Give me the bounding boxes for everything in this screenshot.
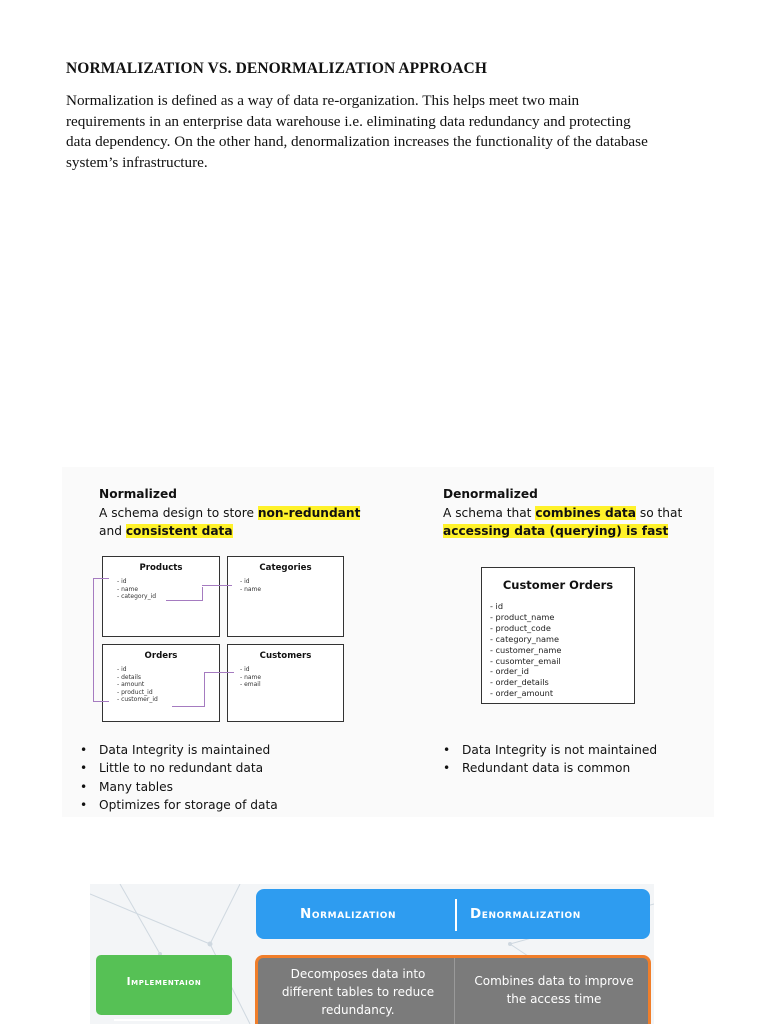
- table-field: - name: [117, 585, 139, 593]
- normalized-vs-denormalized-figure: [62, 467, 714, 817]
- table-field: - id: [240, 666, 250, 673]
- paragraph-line: data dependency. On the other hand, denormalization increases the functionality of the database: [66, 133, 648, 151]
- normalized-bullet-list: [80, 741, 278, 815]
- highlight-combines-data: combines data: [535, 506, 636, 520]
- table-field: - amount: [117, 681, 145, 688]
- bullet-item: • Little to no redundant data: [80, 759, 278, 777]
- denormalized-bullet-list: [443, 741, 657, 778]
- table-field: - cusomter_email: [490, 655, 561, 666]
- highlight-consistent-data: consistent data: [125, 524, 233, 538]
- customer-orders-table-name: Customer Orders: [502, 578, 614, 592]
- customers-fields: [240, 666, 261, 689]
- categories-table-name: Categories: [259, 563, 312, 573]
- table-field: - name: [240, 585, 262, 593]
- table-field: - product_code: [490, 622, 551, 633]
- header-divider: [455, 899, 457, 931]
- normalized-desc-text: and: [99, 524, 126, 538]
- categories-table: [227, 556, 344, 637]
- comparison-table-figure: [90, 884, 654, 1024]
- bullet-item: • Data Integrity is not maintained: [443, 741, 657, 759]
- table-field: - email: [240, 681, 261, 688]
- normalized-desc-text: A schema design to store: [99, 506, 258, 520]
- table-field: - category_id: [117, 593, 157, 600]
- row-label-box: [96, 955, 232, 1015]
- table-field: - product_id: [117, 688, 153, 696]
- bullet-item: • Many tables: [80, 778, 278, 796]
- customer-orders-fields: [490, 601, 561, 699]
- table-field: - product_name: [490, 611, 555, 622]
- categories-fields: [240, 578, 261, 593]
- category-link-connector: [166, 600, 202, 601]
- header-bar: [256, 889, 650, 939]
- bullet-item: • Optimizes for storage of data: [80, 796, 278, 814]
- table-field: - id: [117, 578, 127, 585]
- orders-fields: [117, 666, 158, 704]
- highlight-non-redundant: non-redundant: [257, 506, 361, 520]
- table-field: - id: [490, 601, 504, 611]
- table-field: - order_amount: [490, 688, 554, 699]
- table-field: - order_id: [490, 666, 529, 677]
- denormalized-desc-text: A schema that: [443, 506, 536, 520]
- table-field: - id: [117, 666, 127, 673]
- normalized-title: Normalized: [99, 487, 177, 501]
- paragraph-line: Normalization is defined as a way of data re-organization. This helps meet two main: [66, 92, 580, 109]
- intro-paragraph: [66, 91, 706, 173]
- table-field: - customer_id: [117, 696, 158, 703]
- document-heading: NORMALIZATION VS. DENORMALIZATION APPROACH: [66, 60, 488, 77]
- bullet-item: • Redundant data is common: [443, 759, 657, 777]
- row-divider: [454, 958, 455, 1024]
- cell-denormalization-implementation: Combines data to improve the access time: [474, 974, 634, 1006]
- products-fields: [117, 578, 156, 601]
- table-field: - name: [240, 673, 262, 681]
- row-label-implementation: Implementaion: [126, 976, 202, 988]
- category-link-connector: [166, 587, 203, 601]
- customer-link-connector: [172, 672, 205, 707]
- denormalized-title: Denormalized: [443, 487, 538, 501]
- customer-link-connector: [204, 672, 234, 673]
- bullet-item: • Data Integrity is maintained: [80, 741, 278, 759]
- paragraph-line: system’s infrastructure.: [66, 153, 208, 171]
- table-field: - order_details: [490, 677, 549, 688]
- orders-table-name: Orders: [144, 651, 178, 661]
- table-field: - details: [117, 673, 142, 681]
- customers-table: [227, 644, 344, 722]
- paragraph-line: requirements in an enterprise data warehouse i.e. eliminating data redundancy and protecting: [66, 112, 631, 130]
- cell-normalization-implementation: Decomposes data into different tables to reduce redundancy.: [281, 967, 435, 1017]
- products-table-name: Products: [139, 563, 183, 573]
- customers-table-name: Customers: [259, 651, 312, 661]
- denormalized-description: [443, 504, 682, 540]
- category-link-connector: [202, 585, 232, 586]
- header-denormalization: Denormalization: [470, 906, 581, 922]
- normalized-description: [99, 504, 360, 540]
- customer-orders-table: [481, 567, 635, 704]
- highlight-accessing-data: accessing data (querying) is fast: [443, 524, 669, 538]
- product-link-connector: [93, 578, 109, 702]
- header-normalization: Normalization: [300, 906, 397, 922]
- row-label-underline: [114, 1019, 220, 1021]
- table-field: - id: [240, 578, 250, 585]
- denormalized-desc-text: so that: [635, 506, 683, 520]
- table-field: - category_name: [490, 633, 560, 644]
- implementation-row: [255, 955, 651, 1024]
- table-field: - customer_name: [490, 644, 562, 655]
